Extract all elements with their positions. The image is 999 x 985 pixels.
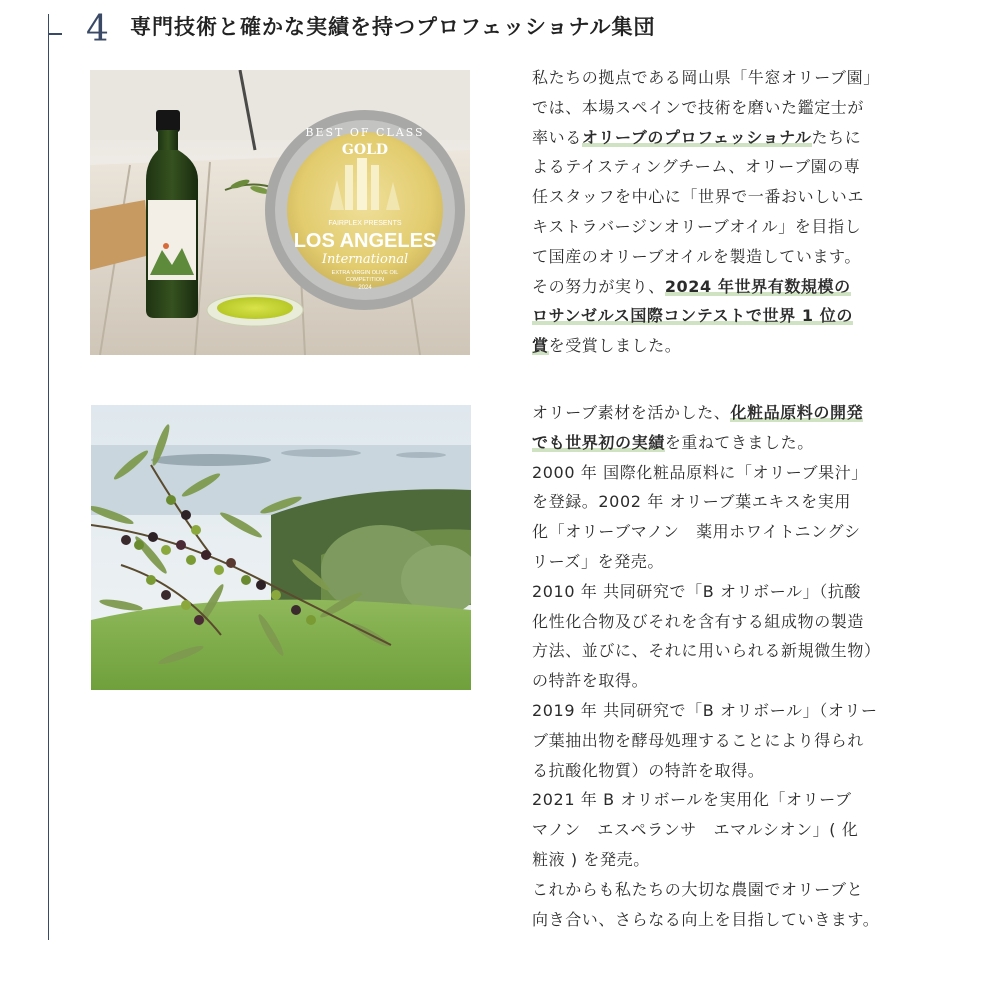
- highlight-world-first: でも世界初の実績: [532, 432, 665, 452]
- text-line: ブ葉抽出物を酵母処理することにより得られ: [532, 730, 865, 750]
- text-line: の特許を取得。: [532, 671, 649, 691]
- section-number: 4: [86, 9, 109, 50]
- text-line: では、本場スペインで技術を磨いた鑑定士が: [532, 97, 865, 117]
- text-line: て国産のオリーブオイルを製造しています。: [532, 246, 861, 266]
- text-line: 2010 年 共同研究で「B オリボール」（抗酸: [532, 581, 862, 601]
- badge-line1: EXTRA VIRGIN OLIVE OIL: [331, 270, 399, 276]
- text-line: 2000 年 国際化粧品原料に「オリーブ果汁」: [532, 462, 868, 482]
- text-line: 向き合い、さらなる向上を目指していきます。: [532, 909, 880, 929]
- cosmetics-history-description: [532, 398, 920, 934]
- text-line: 2019 年 共同研究で「B オリボール」（オリー: [532, 700, 878, 720]
- highlight-award: 賞: [532, 336, 549, 356]
- text-line: 任スタッフを中心に「世界で一番おいしいエ: [532, 187, 865, 207]
- text-line: 方法、並びに、それに用いられる新規微生物）: [532, 641, 881, 661]
- badge-line2: COMPETITION: [345, 277, 385, 283]
- section-rule-tick: [48, 33, 62, 35]
- text-line: キストラバージンオリーブオイル」を目指し: [532, 216, 862, 236]
- text-line: これからも私たちの大切な農園でオリーブと: [532, 879, 864, 899]
- highlight-los-angeles: ロサンゼルス国際コンテストで世界 1 位の: [532, 306, 853, 326]
- highlight-award-year: 2024 年世界有数規模の: [664, 276, 851, 296]
- text-line: を登録。2002 年 オリーブ葉エキスを実用: [532, 492, 851, 512]
- highlight-cosmetics-development: 化粧品原料の開発: [730, 403, 864, 422]
- section-vertical-rule: [48, 14, 49, 940]
- text-line: 私たちの拠点である岡山県「牛窓オリーブ園」: [532, 68, 880, 87]
- text-line: オリーブ素材を活かした、化粧品原料の開発: [532, 403, 864, 422]
- text-line: [532, 301, 920, 331]
- section-heading: 専門技術と確かな実績を持つプロフェッショナル集団: [130, 15, 656, 39]
- badge-presents: FAIRPLEX PRESENTS: [328, 220, 402, 227]
- badge-best-of-class: BEST OF CLASS: [305, 126, 425, 139]
- text-line: よるテイスティングチーム、オリーブ園の専: [532, 157, 861, 177]
- badge-gold: GOLD: [341, 142, 389, 158]
- highlight-olive-professional: オリーブのプロフェッショナル: [581, 127, 812, 147]
- text-line: リーズ」を発売。: [532, 551, 665, 571]
- text-line: 2021 年 B オリボールを実用化「オリーブ: [532, 790, 852, 810]
- olive-oil-award-photo: [90, 70, 470, 355]
- award-description: [532, 63, 920, 361]
- badge-city: LOS ANGELES: [293, 230, 437, 252]
- badge-year: 2024: [358, 285, 372, 291]
- badge-international: International: [321, 252, 409, 267]
- text-line: る抗酸化物質）の特許を取得。: [532, 760, 765, 780]
- text-line: 粧液 ) を発売。: [532, 849, 650, 869]
- olive-grove-photo: [91, 405, 471, 690]
- text-line: 率いるオリーブのプロフェッショナルたちに: [532, 127, 862, 147]
- text-line: 賞を受賞しました。: [532, 336, 682, 356]
- text-line: その努力が実り、2024 年世界有数規模の: [532, 276, 851, 296]
- text-line: 化「オリーブマノン 薬用ホワイトニングシ: [532, 522, 861, 542]
- text-line: マノン エスペランサ エマルシオン」( 化: [532, 820, 859, 840]
- text-line: 化性化合物及びそれを含有する組成物の製造: [532, 611, 865, 631]
- text-line: でも世界初の実績を重ねてきました。: [532, 432, 814, 452]
